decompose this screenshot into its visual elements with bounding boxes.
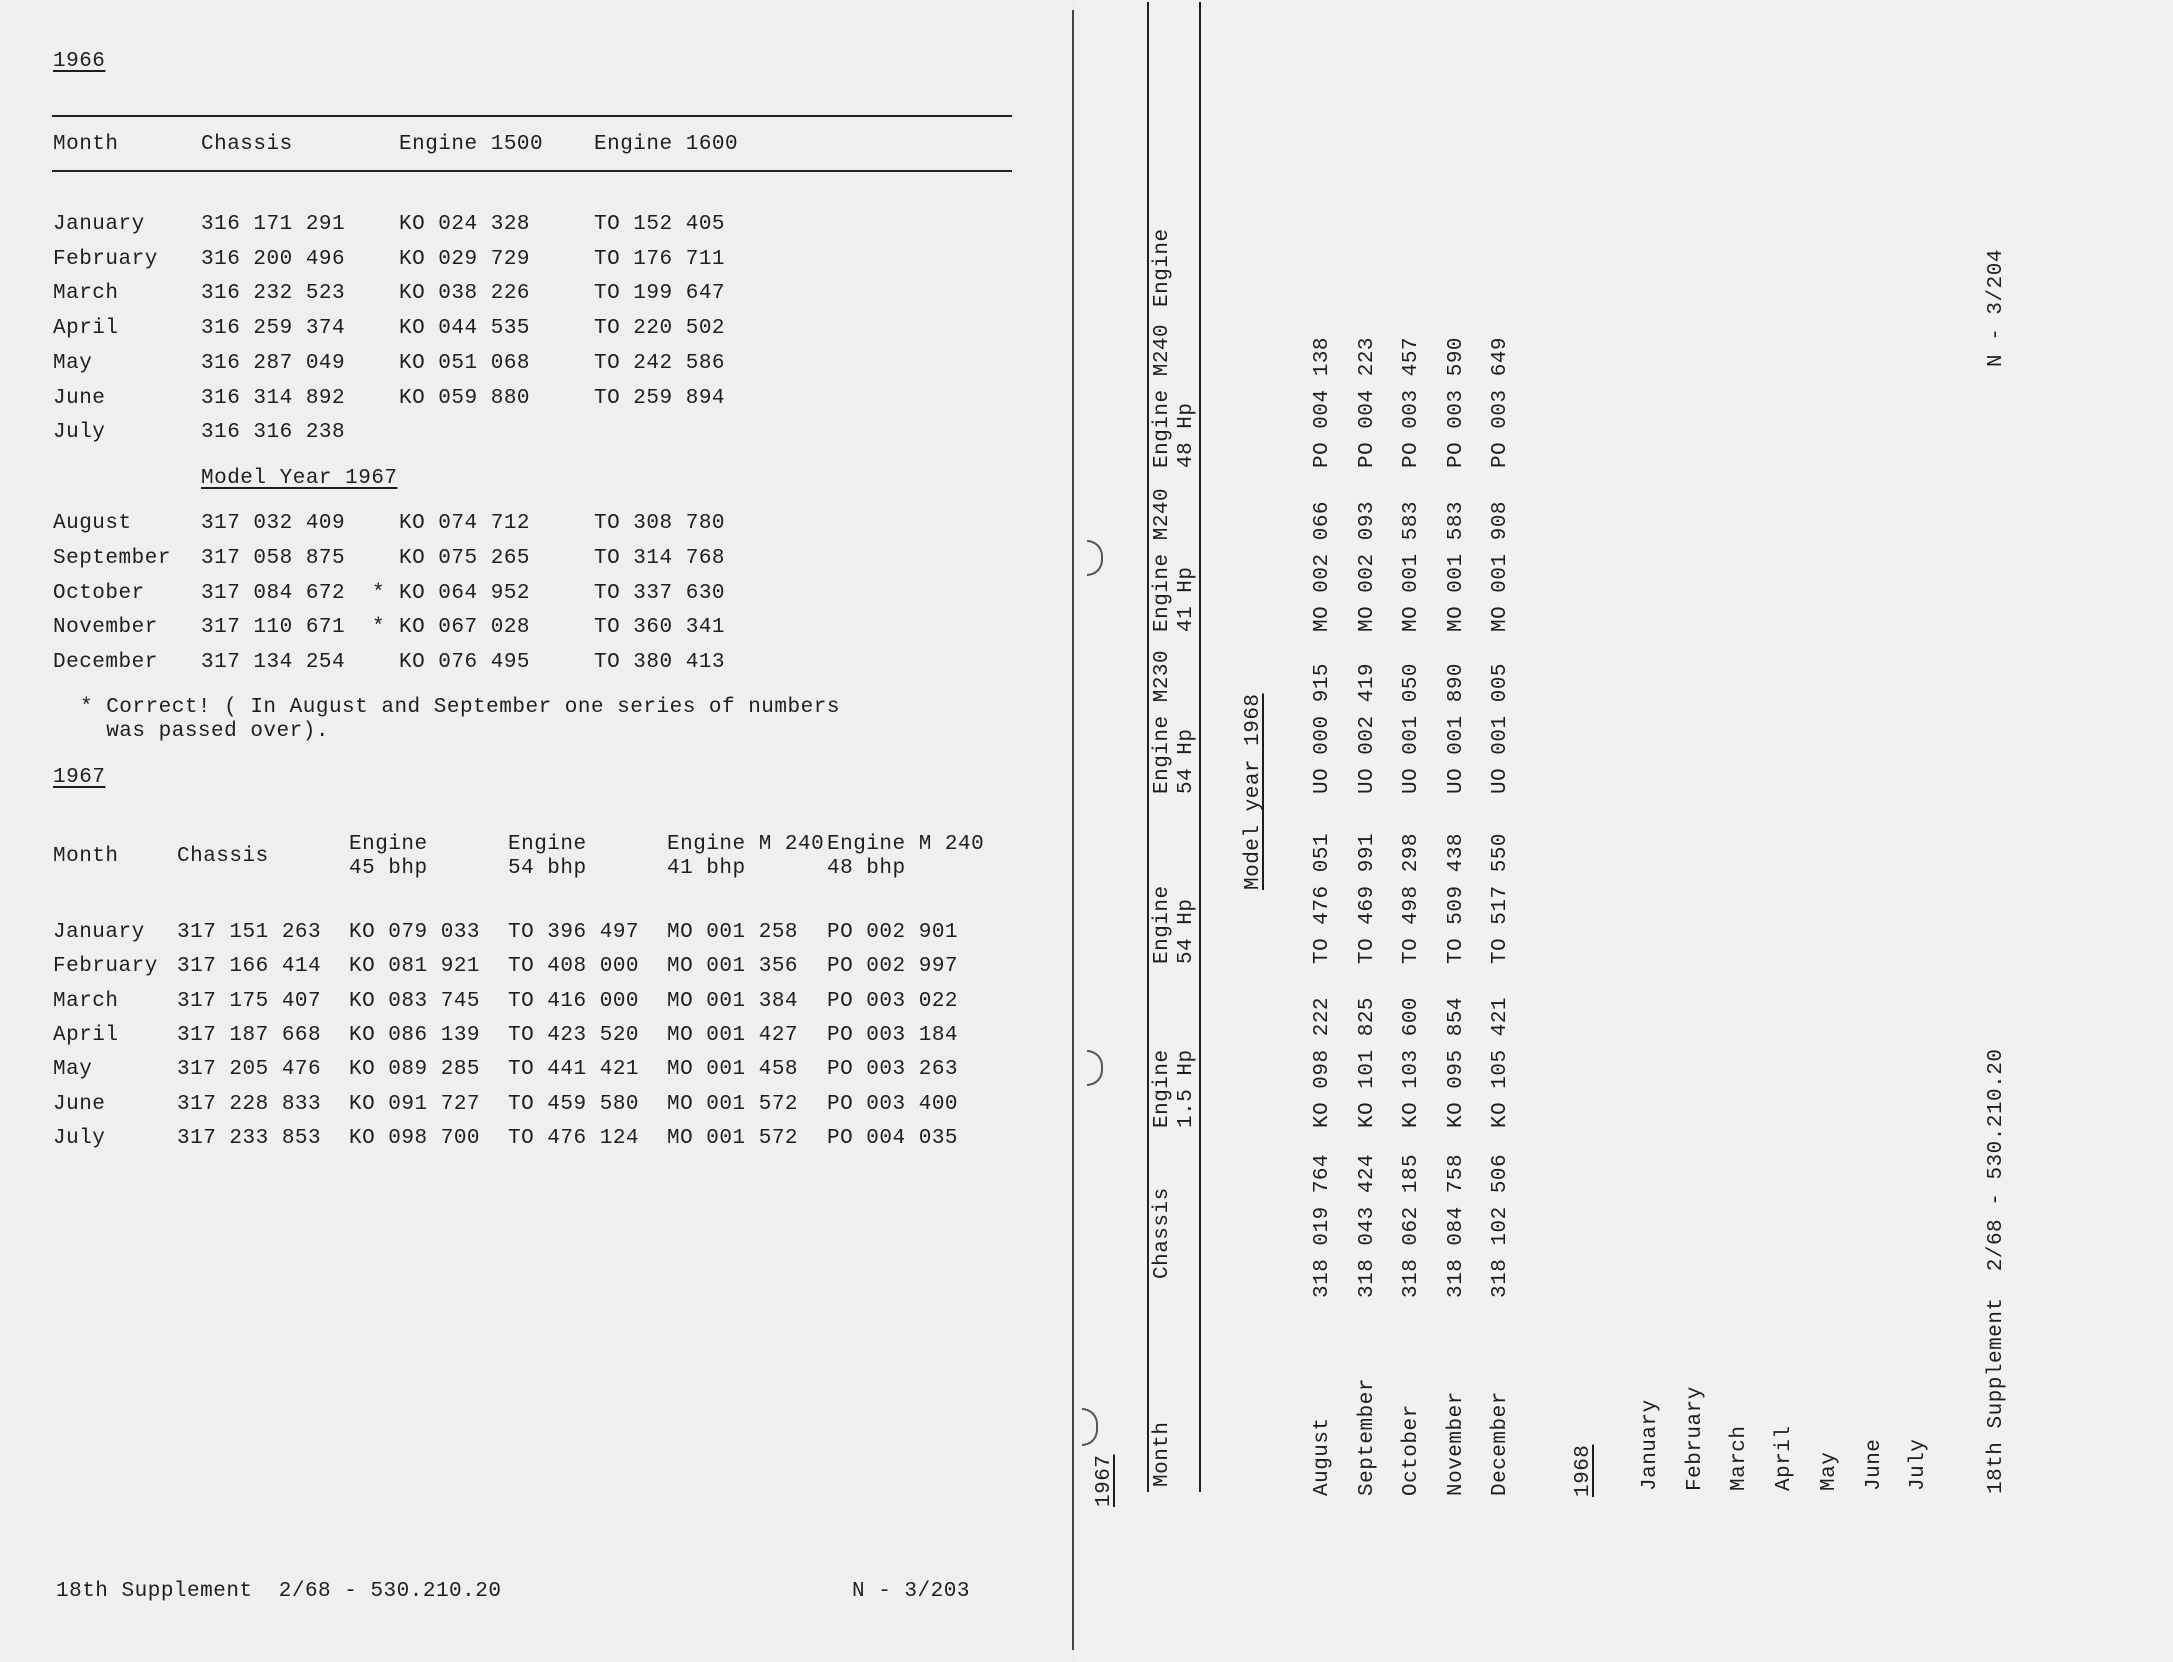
value-cell: MO 001 572 [667,1126,799,1150]
value-cell: KO 098 222 [1311,996,1334,1128]
table-rule-top [52,115,1012,117]
value-cell: 317 032 409 [201,512,346,535]
header-cell: Engine M230 [1151,649,1174,794]
month-cell: December [1489,1391,1512,1496]
value-cell: TO 441 421 [508,1058,640,1082]
value-cell: PO 003 400 [827,1092,959,1116]
month-cell: September [53,546,171,570]
value-cell: 316 314 892 [201,386,346,410]
header-cell: Month [53,133,119,156]
value-cell: TO 408 000 [508,955,640,979]
header-subcell: 1.5 Hp [1175,1049,1198,1128]
header-cell: Engine [1151,1049,1174,1128]
month-cell: March [1728,1425,1752,1491]
asterisk-mark: * [372,581,386,605]
value-cell: KO 051 068 [399,351,531,375]
value-cell: TO 199 647 [594,282,726,306]
value-cell: TO 152 405 [594,213,726,236]
header-cell: Month [53,845,119,868]
month-cell: November [1444,1391,1468,1496]
header-subcell: 48 bhp [827,857,906,880]
value-cell: 317 205 476 [177,1058,322,1082]
value-cell: 318 062 185 [1400,1153,1423,1298]
header-cell: Engine 1500 [399,133,544,156]
value-cell: UO 001 050 [1400,662,1423,794]
value-cell: MO 002 093 [1355,500,1379,632]
month-cell: February [1683,1386,1707,1491]
year-heading-1967: 1967 [53,766,106,789]
right-rule-bottom [1199,2,1201,1492]
value-cell: KO 089 285 [349,1058,481,1082]
header-subcell: 54 Hp [1175,728,1198,794]
value-cell: PO 003 263 [827,1058,959,1082]
month-cell: January [53,213,145,236]
month-cell: February [53,247,158,271]
month-cell: February [53,955,158,979]
value-cell: PO 003 649 [1489,336,1512,468]
month-cell: April [53,1023,119,1047]
value-cell: KO 101 825 [1355,996,1379,1128]
month-cell: August [53,512,132,535]
value-cell: MO 001 908 [1489,500,1512,632]
value-cell: UO 001 890 [1444,662,1468,794]
value-cell: TO 517 550 [1489,832,1512,964]
value-cell: PO 004 138 [1311,336,1334,468]
value-cell: KO 029 729 [399,247,531,271]
value-cell: KO 064 952 [399,581,531,605]
month-cell: December [53,651,158,675]
value-cell: 317 175 407 [177,989,322,1013]
value-cell: KO 103 600 [1400,996,1423,1128]
value-cell: 318 043 424 [1355,1153,1379,1298]
asterisk-mark: * [372,616,386,640]
value-cell: KO 081 921 [349,955,481,979]
header-subcell: 45 bhp [349,857,428,880]
value-cell: 317 228 833 [177,1092,322,1116]
month-cell: July [1907,1438,1931,1491]
header-cell: Engine 1600 [594,133,739,156]
value-cell: KO 038 226 [399,282,531,306]
header-cell: Engine M240 [1151,323,1174,468]
header-subcell: 48 Hp [1175,402,1198,468]
value-cell: TO 509 438 [1444,832,1468,964]
value-cell: TO 476 124 [508,1126,640,1150]
value-cell: PO 003 590 [1444,336,1468,468]
value-cell: TO 308 780 [594,512,726,535]
header-cell: Engine [508,833,587,856]
value-cell: TO 476 051 [1311,832,1334,964]
month-cell: November [53,616,158,640]
value-cell: 317 110 671 [201,616,346,640]
header-subcell: 54 Hp [1175,898,1198,964]
month-cell: October [1400,1404,1423,1496]
month-cell: July [53,1126,106,1150]
header-cell: Chassis [1151,1187,1174,1279]
month-cell: May [53,351,93,375]
value-cell: 316 316 238 [201,421,346,445]
month-cell: April [1773,1425,1797,1491]
value-cell: 317 084 672 [201,581,346,605]
month-cell: October [53,581,145,605]
model-year-1968-heading: Model year 1968 [1242,693,1265,890]
value-cell: TO 469 991 [1355,832,1379,964]
year-heading-1968: 1968 [1572,1444,1595,1497]
footer-page-number: N - 3/203 [852,1580,970,1603]
table-rule-bottom [52,170,1012,172]
value-cell: PO 003 457 [1400,336,1423,468]
header-cell: Engine M 240 [827,833,985,856]
value-cell: 316 259 374 [201,317,346,341]
month-cell: January [1639,1399,1662,1491]
value-cell: 318 084 758 [1444,1153,1468,1298]
value-cell: PO 002 901 [827,921,959,944]
value-cell: KO 091 727 [349,1092,481,1116]
value-cell: MO 001 583 [1444,500,1468,632]
header-cell: Chassis [177,845,269,868]
footer-page-number-right: N - 3/204 [1985,249,2008,367]
value-cell: TO 220 502 [594,317,726,341]
month-cell: June [53,386,106,410]
value-cell: KO 086 139 [349,1023,481,1047]
value-cell: KO 024 328 [399,213,531,236]
value-cell: KO 067 028 [399,616,531,640]
footnote-line-2: was passed over). [80,720,329,743]
value-cell: 317 166 414 [177,955,322,979]
value-cell: TO 380 413 [594,651,726,675]
value-cell: 316 232 523 [201,282,346,306]
header-cell: Chassis [201,133,293,156]
right-page [1075,0,2173,1662]
month-cell: June [53,1092,106,1116]
header-cell: Engine M 240 [667,833,825,856]
year-heading-1967-right: 1967 [1093,1454,1116,1507]
header-cell: Engine [1151,885,1174,964]
value-cell: PO 004 223 [1355,336,1379,468]
value-cell: MO 001 427 [667,1023,799,1047]
value-cell: KO 074 712 [399,512,531,535]
year-heading-1966: 1966 [53,50,106,73]
value-cell: MO 001 583 [1400,500,1423,632]
header-cell: Engine [1151,228,1174,307]
value-cell: TO 459 580 [508,1092,640,1116]
value-cell: PO 004 035 [827,1126,959,1150]
value-cell: TO 396 497 [508,921,640,944]
value-cell: MO 001 258 [667,921,799,944]
value-cell: KO 044 535 [399,317,531,341]
value-cell: PO 003 022 [827,989,959,1013]
value-cell: UO 000 915 [1311,662,1334,794]
value-cell: 316 200 496 [201,247,346,271]
value-cell: MO 001 356 [667,955,799,979]
month-cell: August [1311,1417,1334,1496]
month-cell: May [53,1058,93,1082]
value-cell: KO 105 421 [1489,996,1512,1128]
value-cell: UO 002 419 [1355,662,1379,794]
value-cell: TO 242 586 [594,351,726,375]
value-cell: MO 002 066 [1311,500,1334,632]
value-cell: 317 187 668 [177,1023,322,1047]
value-cell: TO 360 341 [594,616,726,640]
value-cell: KO 059 880 [399,386,531,410]
value-cell: 316 287 049 [201,351,346,375]
value-cell: KO 083 745 [349,989,481,1013]
value-cell: 317 233 853 [177,1126,322,1150]
value-cell: TO 259 894 [594,386,726,410]
value-cell: 318 102 506 [1489,1153,1512,1298]
value-cell: MO 001 458 [667,1058,799,1082]
month-cell: March [53,282,119,306]
month-cell: March [53,989,119,1013]
footnote-line-1: * Correct! ( In August and September one series of numbers [80,696,840,719]
value-cell: 317 134 254 [201,651,346,675]
value-cell: KO 075 265 [399,546,531,570]
value-cell: KO 095 854 [1444,996,1468,1128]
value-cell: MO 001 572 [667,1092,799,1116]
value-cell: KO 079 033 [349,921,481,944]
header-subcell: 54 bhp [508,857,587,880]
header-cell: Engine M240 [1151,487,1174,632]
header-cell: Engine [349,833,428,856]
value-cell: PO 002 997 [827,955,959,979]
month-cell: January [53,921,145,944]
rotated-content [1075,0,2173,1662]
value-cell: 317 058 875 [201,546,346,570]
value-cell: TO 416 000 [508,989,640,1013]
value-cell: KO 098 700 [349,1126,481,1150]
month-cell: May [1817,1451,1841,1491]
header-cell: Month [1151,1421,1174,1487]
footer-supplement: 18th Supplement 2/68 - 530.210.20 [56,1580,502,1603]
month-cell: September [1355,1378,1379,1496]
value-cell: PO 003 184 [827,1023,959,1047]
model-year-heading: Model Year 1967 [201,467,398,490]
month-cell: July [53,421,106,445]
month-cell: June [1862,1438,1886,1491]
footer-supplement-right: 18th Supplement 2/68 - 530.210.20 [1985,1048,2008,1494]
value-cell: KO 076 495 [399,651,531,675]
value-cell: TO 423 520 [508,1023,640,1047]
value-cell: 317 151 263 [177,921,322,944]
value-cell: TO 176 711 [594,247,726,271]
header-subcell: 41 Hp [1175,566,1198,632]
right-rule-top [1147,2,1149,1492]
value-cell: UO 001 005 [1489,662,1512,794]
value-cell: TO 337 630 [594,581,726,605]
value-cell: TO 498 298 [1400,832,1423,964]
value-cell: TO 314 768 [594,546,726,570]
value-cell: MO 001 384 [667,989,799,1013]
value-cell: 318 019 764 [1311,1153,1334,1298]
month-cell: April [53,317,119,341]
value-cell: 316 171 291 [201,213,346,236]
page-fold-line [1072,10,1074,1650]
header-subcell: 41 bhp [667,857,746,880]
